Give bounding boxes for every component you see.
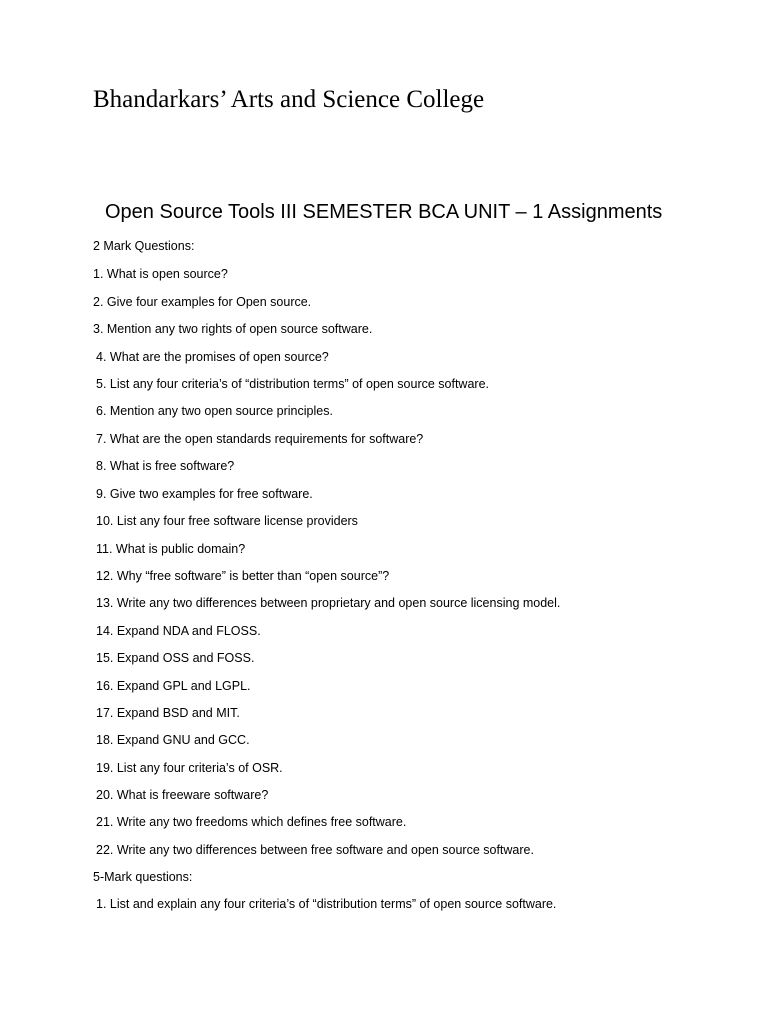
- section-heading-five-mark: 5-Mark questions:: [93, 870, 193, 884]
- question-item: 7. What are the open standards requirements for software?: [96, 432, 424, 446]
- question-item: 19. List any four criteria’s of OSR.: [96, 761, 283, 775]
- question-item: 20. What is freeware software?: [96, 788, 269, 802]
- question-item: 16. Expand GPL and LGPL.: [96, 679, 251, 693]
- question-item: 15. Expand OSS and FOSS.: [96, 651, 255, 665]
- question-item: 14. Expand NDA and FLOSS.: [96, 624, 261, 638]
- question-item: 22. Write any two differences between free software and open source software.: [96, 843, 534, 857]
- question-item: 2. Give four examples for Open source.: [93, 295, 312, 309]
- section-heading-two-mark: 2 Mark Questions:: [93, 239, 195, 253]
- question-item: 6. Mention any two open source principles.: [96, 404, 333, 418]
- question-item: 5. List any four criteria’s of “distribution terms” of open source software.: [96, 377, 489, 391]
- question-item: 1. What is open source?: [93, 267, 228, 281]
- assignment-title: Open Source Tools III SEMESTER BCA UNIT – 1 Assignments: [105, 201, 663, 223]
- college-name: Bhandarkars’ Arts and Science College: [93, 86, 485, 113]
- question-item: 17. Expand BSD and MIT.: [96, 706, 240, 720]
- question-item: 3. Mention any two rights of open source software.: [93, 322, 373, 336]
- question-item: 18. Expand GNU and GCC.: [96, 733, 250, 747]
- question-item: 10. List any four free software license providers: [96, 514, 358, 528]
- question-item: 21. Write any two freedoms which defines free software.: [96, 815, 407, 829]
- question-item: 9. Give two examples for free software.: [96, 487, 313, 501]
- question-item: 8. What is free software?: [96, 459, 235, 473]
- question-item: 4. What are the promises of open source?: [96, 350, 329, 364]
- question-item: 11. What is public domain?: [96, 542, 246, 556]
- question-item: 1. List and explain any four criteria’s of “distribution terms” of open source software.: [96, 897, 557, 911]
- question-item: 12. Why “free software” is better than “open source”?: [96, 569, 390, 583]
- question-item: 13. Write any two differences between proprietary and open source licensing model.: [96, 596, 561, 610]
